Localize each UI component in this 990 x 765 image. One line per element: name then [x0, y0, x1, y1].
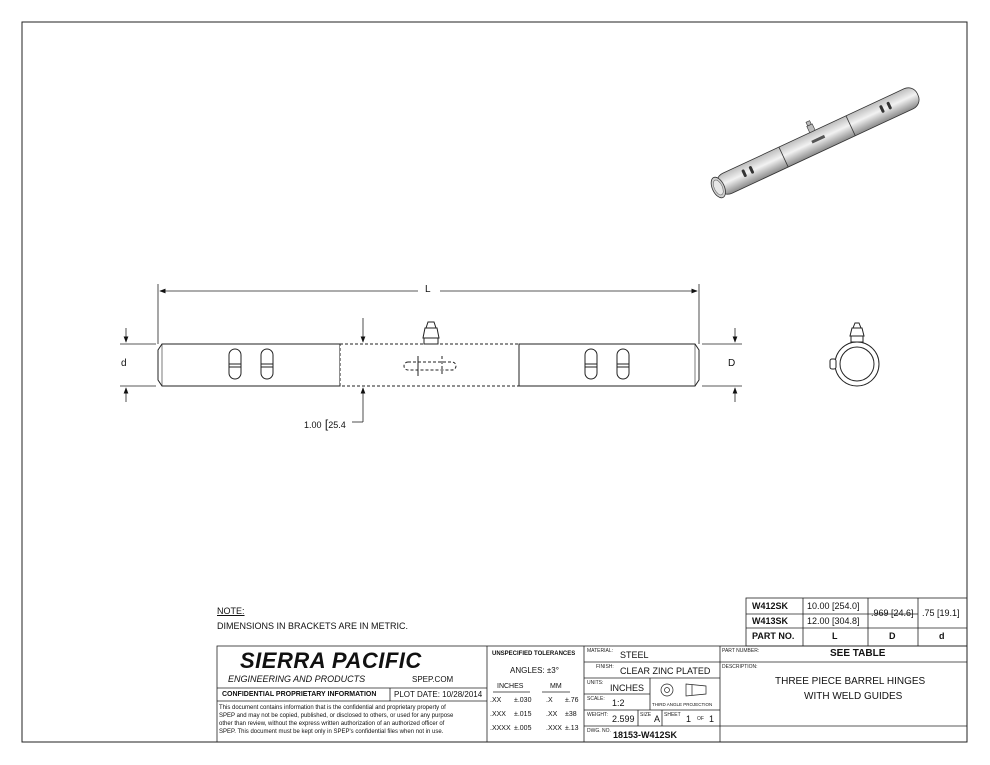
table-header-D: D	[889, 631, 896, 641]
tol-in-tol-3: ±.005	[514, 725, 532, 732]
partnumber-value: SEE TABLE	[830, 648, 886, 659]
dimension-D	[702, 328, 742, 402]
partnumber-label: PART NUMBER:	[722, 648, 760, 654]
tol-in-tol-1: ±.030	[514, 697, 532, 704]
material-label: MATERIAL:	[587, 648, 614, 654]
front-view	[158, 322, 699, 386]
plot-date: PLOT DATE: 10/28/2014	[394, 690, 483, 699]
description-label: DESCRIPTION:	[722, 664, 758, 670]
tol-in-fmt-2: .XXX	[490, 711, 506, 718]
tolerances-angles: ANGLES: ±3°	[510, 666, 559, 675]
table-header-L: L	[832, 631, 838, 641]
tol-in-tol-2: ±.015	[514, 711, 532, 718]
dimension-1-00-inch: 1.00	[304, 420, 322, 430]
dimension-1-00-label	[304, 417, 346, 431]
dimension-1-00-mm: 25.4	[328, 420, 346, 430]
table-d-value: .75 [19.1]	[922, 608, 960, 618]
size-label: SIZE	[640, 712, 652, 718]
tol-in-fmt-1: .XX	[490, 697, 502, 704]
dwg-label: DWG. NO.	[587, 728, 611, 734]
note-text: DIMENSIONS IN BRACKETS ARE IN METRIC.	[217, 621, 409, 631]
tolerances-mm-label: MM	[550, 683, 562, 690]
confidential-line: SPEP. This document must be kept only in SPEP's confidential files when not in use.	[219, 729, 444, 735]
confidential-line: SPEP and may not be copied, published, or disclosed to others, or used for any purpose	[219, 713, 454, 719]
tol-mm-tol-1: ±.76	[565, 697, 579, 704]
confidential-line: other than review, without the express written authorization of an authorized officer of	[219, 721, 445, 727]
confidential-line: This document contains information that is the confidential and proprietary property of	[219, 705, 446, 711]
material-value: STEEL	[620, 650, 649, 660]
size-value: A	[654, 714, 661, 724]
table-L-2: 12.00 [304.8]	[807, 616, 860, 626]
table-part-2: W413SK	[752, 616, 789, 626]
tol-in-fmt-3: .XXXX	[490, 725, 511, 732]
projection-label: THIRD ANGLE PROJECTION	[652, 702, 713, 707]
finish-label: FINISH:	[596, 664, 614, 670]
dimension-D-label: D	[728, 358, 736, 369]
description-line-1: THREE PIECE BARREL HINGES	[775, 676, 926, 687]
note-heading: NOTE:	[217, 606, 245, 616]
sheet-label: SHEET	[664, 712, 681, 718]
company-subtitle: ENGINEERING AND PRODUCTS	[228, 674, 366, 684]
bracket-open: [	[321, 417, 329, 431]
scale-value: 1:2	[612, 698, 625, 708]
dimension-L-label: L	[425, 284, 431, 295]
company-website: SPEP.COM	[412, 675, 454, 684]
description-line-2: WITH WELD GUIDES	[804, 691, 903, 702]
table-part-1: W412SK	[752, 601, 789, 611]
weight-label: WEIGHT:	[587, 712, 608, 718]
tol-mm-tol-3: ±.13	[565, 725, 579, 732]
end-view	[830, 323, 879, 386]
confidential-text	[219, 704, 453, 736]
dwg-number: 18153-W412SK	[613, 730, 678, 740]
tol-mm-fmt-3: .XXX	[546, 725, 562, 732]
weight-value: 2.599	[612, 714, 635, 724]
tol-mm-tol-2: ±38	[565, 711, 577, 718]
tol-mm-fmt-2: .XX	[546, 711, 558, 718]
company-name: SIERRA PACIFIC	[240, 648, 422, 673]
tol-mm-fmt-1: .X	[546, 697, 553, 704]
table-L-1: 10.00 [254.0]	[807, 601, 860, 611]
dimension-d-label: d	[121, 358, 127, 369]
tolerances-inches-label: INCHES	[497, 683, 524, 690]
table-header-d: d	[939, 631, 945, 641]
third-angle-projection-icon	[661, 684, 706, 696]
units-label: UNITS:	[587, 680, 604, 686]
scale-label: SCALE:	[587, 696, 605, 702]
table-D-value: .969 [24.6]	[871, 608, 914, 618]
sheet-total: 1	[709, 714, 715, 724]
confidential-heading: CONFIDENTIAL PROPRIETARY INFORMATION	[222, 691, 377, 698]
table-header-part: PART NO.	[752, 631, 795, 641]
isometric-view	[704, 75, 923, 200]
of-label: OF	[697, 716, 704, 722]
sheet-value: 1	[686, 714, 692, 724]
units-value: INCHES	[610, 683, 645, 693]
tolerances-heading: UNSPECIFIED TOLERANCES	[492, 651, 576, 657]
finish-value: CLEAR ZINC PLATED	[620, 666, 711, 676]
